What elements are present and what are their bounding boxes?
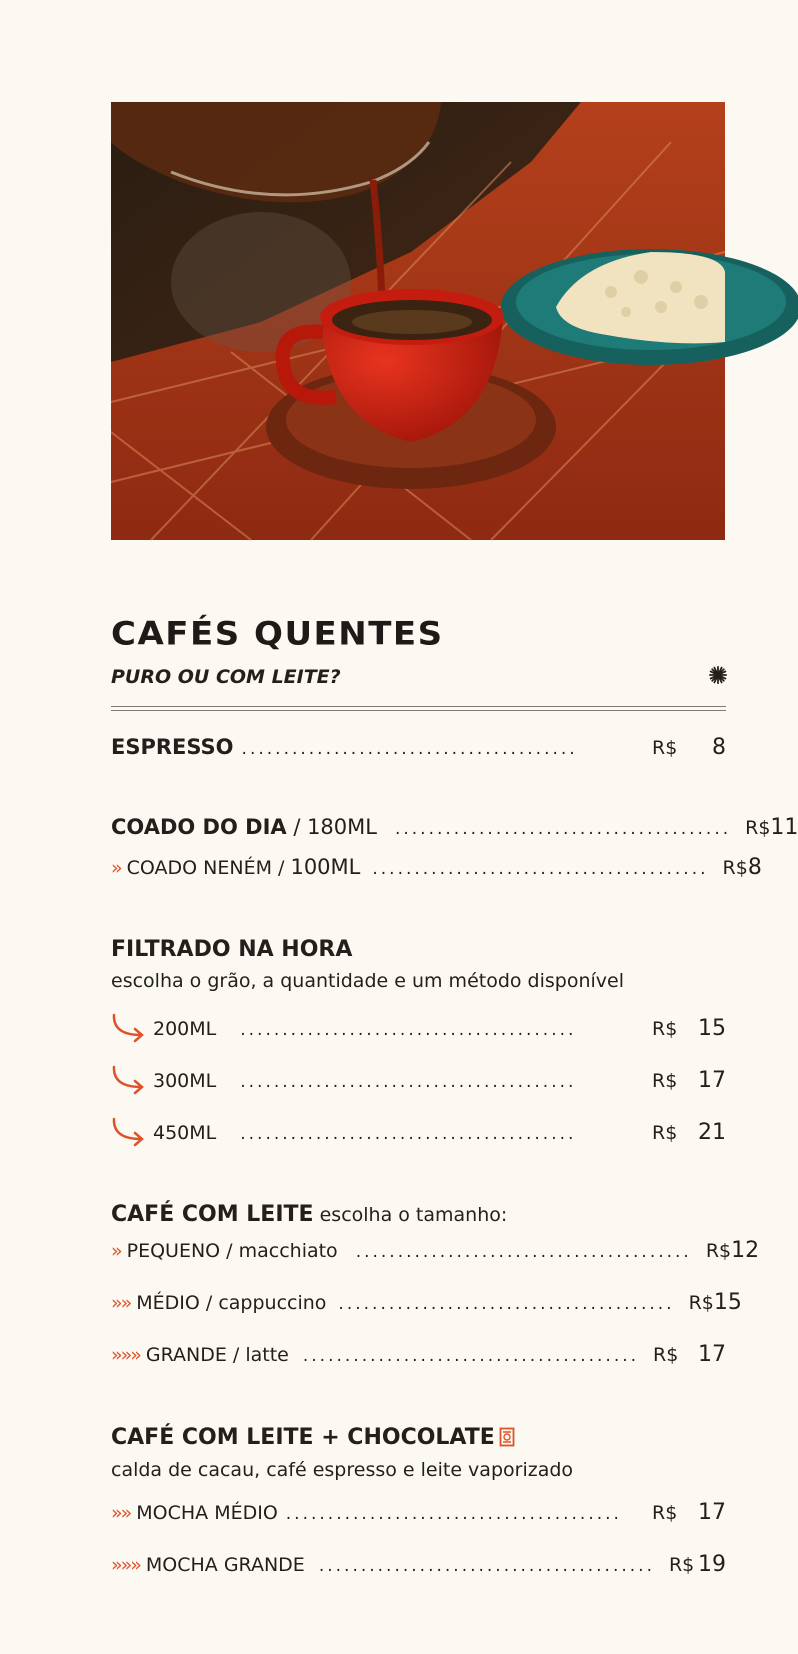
price: 17	[698, 1500, 726, 1525]
price: 17	[698, 1342, 726, 1367]
currency: R$	[668, 1554, 695, 1576]
item-name: MÉDIO / cappuccino	[136, 1292, 327, 1314]
leader-dots: ........................................	[240, 1020, 577, 1040]
size-marker: »	[111, 1240, 121, 1262]
currency: R$	[652, 1070, 678, 1092]
leader-dots: ........................................	[241, 739, 578, 759]
item-name: MOCHA GRANDE	[145, 1554, 305, 1576]
mocha-note: calda de cacau, café espresso e leite vaporizado	[111, 1459, 574, 1481]
item-size: 200ML	[153, 1018, 217, 1040]
item-size: 450ML	[153, 1122, 217, 1144]
currency: R$	[652, 737, 678, 759]
mocha-heading	[111, 1425, 515, 1450]
leader-dots: ........................................	[372, 859, 709, 879]
menu-item-leite-medio	[111, 1290, 742, 1320]
section-title: CAFÉS QUENTES	[111, 615, 444, 653]
filtrado-heading: FILTRADO NA HORA	[111, 937, 353, 962]
item-size: / 180ML	[286, 815, 377, 839]
starburst-icon	[709, 666, 727, 684]
price: 12	[731, 1238, 760, 1263]
menu-item-mocha-grande	[111, 1552, 726, 1582]
item-name: GRANDE / latte	[145, 1344, 289, 1366]
heading-text: CAFÉ COM LEITE	[111, 1202, 314, 1227]
cafe-com-leite-heading	[111, 1202, 507, 1227]
currency: R$	[652, 1018, 678, 1040]
menu-item-leite-grande	[111, 1342, 726, 1372]
size-marker: »»	[111, 1292, 131, 1314]
price: 21	[698, 1120, 726, 1145]
menu-item-filtrado-450ml	[111, 1117, 726, 1147]
menu-item-mocha-medio	[111, 1500, 726, 1530]
currency: R$	[652, 1122, 678, 1144]
menu-item-espresso	[111, 735, 726, 765]
price: 15	[698, 1016, 726, 1041]
leader-dots: ........................................	[240, 1124, 577, 1144]
currency: R$	[688, 1292, 714, 1314]
item-name: COADO DO DIA	[111, 815, 287, 839]
leader-dots: ........................................	[302, 1346, 640, 1366]
heading-note: escolha o tamanho:	[313, 1204, 508, 1226]
filtrado-note: escolha o grão, a quantidade e um método disponível	[111, 970, 625, 992]
leader-dots: ........................................	[338, 1294, 675, 1314]
section-subtitle: PURO OU COM LEITE?	[111, 666, 341, 688]
currency: R$	[705, 1240, 732, 1262]
leader-dots: ........................................	[394, 819, 732, 839]
menu-item-filtrado-300ml	[111, 1065, 726, 1095]
price: 19	[698, 1552, 726, 1577]
arrow-curve-right-icon	[111, 1065, 147, 1095]
item-size: 300ML	[153, 1070, 217, 1092]
size-marker: »»»	[111, 1554, 140, 1576]
currency: R$	[722, 857, 748, 879]
menu-item-filtrado-200ml	[111, 1013, 726, 1043]
price: 15	[713, 1290, 742, 1315]
size-marker: »»»	[111, 1344, 140, 1366]
item-size: 100ML	[290, 855, 361, 879]
item-name: COADO NENÉM /	[126, 857, 291, 879]
leader-dots: ........................................	[355, 1242, 692, 1262]
currency: R$	[745, 817, 771, 839]
chocolate-bar-icon	[499, 1427, 515, 1447]
item-name: MOCHA MÉDIO	[136, 1502, 278, 1524]
price: 11	[770, 815, 798, 840]
currency: R$	[652, 1502, 678, 1524]
price: 17	[698, 1068, 726, 1093]
price: 8	[747, 855, 762, 880]
size-marker: »»	[111, 1502, 131, 1524]
currency: R$	[653, 1344, 679, 1366]
item-name: PEQUENO / macchiato	[126, 1240, 338, 1262]
leader-dots: ........................................	[285, 1504, 622, 1524]
heading-text: CAFÉ COM LEITE + CHOCOLATE	[111, 1425, 495, 1450]
divider-bottom	[111, 710, 726, 711]
size-marker: »	[111, 857, 121, 879]
menu-item-coado-nenem	[111, 855, 762, 885]
item-name: ESPRESSO	[111, 735, 234, 759]
divider-top	[111, 706, 726, 707]
coffee-pour-photo	[111, 102, 725, 540]
menu-item-coado-do-dia	[111, 815, 798, 845]
price: 8	[712, 735, 726, 760]
menu-item-leite-pequeno	[111, 1238, 760, 1268]
arrow-curve-right-icon	[111, 1117, 147, 1147]
leader-dots: ........................................	[240, 1072, 577, 1092]
arrow-curve-right-icon	[111, 1013, 147, 1043]
leader-dots: ........................................	[318, 1556, 655, 1576]
